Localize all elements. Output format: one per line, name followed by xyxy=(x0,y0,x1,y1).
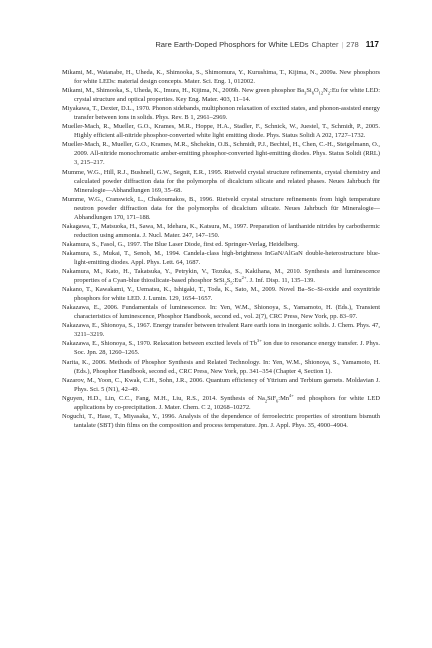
reference-text: Si xyxy=(306,87,312,95)
header-separator: | xyxy=(341,40,344,49)
reference-supscript: 4+ xyxy=(289,392,294,398)
reference-text: Mikami, M., Shimooka, S., Uheda, K., Imura, H., Kijima, N., 2009b. New green phosphor Ba xyxy=(62,87,305,95)
reference-entry xyxy=(62,86,380,104)
reference-entry xyxy=(62,240,380,249)
reference-list xyxy=(62,68,380,430)
reference-text: Mumme, W.G., Hill, R.J., Bushnell, G.W., Segnit, E.R., 1995. Rietveld crystal structure refinements, crystal chemistry and calculated powder diffraction data for the polymorphs of dicalcium silicate and related phases. Neues Jahrbuch für Mineralogie—Abhandlungen 169, 35–68. xyxy=(62,168,380,194)
reference-subscript: 6 xyxy=(276,397,279,403)
reference-text: S xyxy=(226,277,231,285)
chapter-number: 278 xyxy=(346,40,359,49)
reference-subscript: 3 xyxy=(304,90,307,96)
reference-text: Nakazawa, E., Shionoya, S., 1970. Relaxation between excited levels of Tb xyxy=(62,340,257,348)
reference-supscript: 2+ xyxy=(241,274,247,280)
reference-text: Nakamura, M., Kato, H., Takatsuka, Y., Petrykin, V., Tezuka, S., Kakihana, M., 2010. Synthesis and luminescence properties of a Cyan-blue thiosilicate-based phosphor SrSi xyxy=(62,268,380,285)
reference-entry xyxy=(62,339,380,357)
reference-text: Mumme, W.G., Cranswick, L., Chakoumakos, B., 1996. Rietveld crystal structure refinements from high temperature neutron powder diffraction data for the polymorphs of dicalcium silicate. Neues Jahrbuch für Mineralogie—Abhandlungen 170, 171–188. xyxy=(62,195,380,221)
reference-entry xyxy=(62,140,380,167)
reference-text: N xyxy=(323,87,328,95)
reference-entry xyxy=(62,68,380,86)
reference-subscript: 2 xyxy=(327,90,331,96)
chapter-label: Chapter xyxy=(311,40,339,49)
reference-entry xyxy=(62,321,380,339)
reference-entry xyxy=(62,104,380,122)
reference-text: Nakano, T., Kawakami, Y., Uematsu, K., Ishigaki, T., Toda, K., Sato, M., 2009. Novel Ba–Sc–Si-oxide and oxynitride phosphors for white LED. J. Lumin. 129, 1654–1657. xyxy=(62,286,380,303)
reference-text: O xyxy=(313,87,319,95)
reference-entry xyxy=(62,412,380,430)
reference-text: :Mn xyxy=(278,394,290,402)
reference-text: . J. Inf. Disp. 11, 135–139. xyxy=(246,277,315,285)
reference-text: Miyakawa, T., Dexter, D.L., 1970. Phonon sidebands, multiphonon relaxation of excited states, and phonon-assisted energy transfer between ions in solids. Phys. Rev. B 1, 2961–2969. xyxy=(62,105,380,122)
reference-entry xyxy=(62,222,380,240)
reference-subscript: 5 xyxy=(230,280,233,286)
reference-entry xyxy=(62,249,380,267)
reference-text: Mikami, M., Watanabe, H., Uheda, K., Shimooka, S., Shimomura, Y., Kurushima, T., Kijima, N., 2009a. New phosphors for white LEDs: material design concepts. Mater. Sci. Eng. 1, 012002. xyxy=(62,69,380,86)
reference-entry xyxy=(62,376,380,394)
reference-entry xyxy=(62,285,380,303)
reference-text: Nakamura, S., Mukai, T., Senoh, M., 1994. Candela-class high-brightness InGaN/AlGaN double-heterostructure blue-light-emitting diodes. Appl. Phys. Lett. 64, 1687. xyxy=(62,249,380,266)
reference-entry xyxy=(62,303,380,321)
reference-entry xyxy=(62,122,380,140)
reference-entry xyxy=(62,394,380,412)
running-header xyxy=(62,40,379,49)
reference-text: :Eu for white LED: crystal structure and optical properties. Key Eng. Mater. 403, 11–14. xyxy=(74,87,380,104)
reference-entry xyxy=(62,267,380,285)
reference-supscript: 3+ xyxy=(256,338,262,344)
reference-subscript: 6 xyxy=(311,90,314,96)
reference-text: :Eu xyxy=(232,277,242,285)
reference-subscript: 12 xyxy=(318,90,324,96)
page-number: 117 xyxy=(365,40,379,49)
reference-text: Mueller-Mach, R., Mueller, G.O., Krames, M.R., Hoppe, H.A., Stadler, F., Schnick, W., Juestel, T., Schmidt, P., 2005. Highly efficient all-nitride phosphor-converted white light emitting diode. Phys. Status Solidi A 202, 1727–1732. xyxy=(62,123,380,140)
reference-text: Nakamura, S., Fasol, G., 1997. The Blue Laser Diode, first ed. Springer-Verlag, Heidelberg. xyxy=(62,240,299,248)
reference-text: Nakazawa, E., 2006. Fundamentals of luminescence. In: Yen, W.M., Shionoya, S., Yamamoto, H. (Eds.), Transient characteristics of luminescence, Phosphor Handbook, second ed., vol. 2(7), CRC Press, New York, pp. 83–97. xyxy=(62,304,380,321)
running-title: Rare Earth-Doped Phosphors for White LEDs xyxy=(155,40,309,49)
reference-text: Nakagawa, T., Matsuoka, H., Sawa, M., Idehara, K., Katsura, M., 1997. Preparation of lanthanide nitrides by carbothermic reduction using ammonia. J. Nucl. Mater. 247, 147–150. xyxy=(62,222,380,239)
reference-subscript: 2 xyxy=(224,280,227,286)
reference-text: Nakazawa, E., Shionoya, S., 1967. Energy transfer between trivalent Rare earth ions in inorganic solids. J. Chem. Phys. 47, 3211–3219. xyxy=(62,322,380,339)
reference-text: Narita, K., 2006. Methods of Phosphor Synthesis and Related Technology. In: Yen, W.M., Shionoya, S., Yamamoto, H. (Eds.), Phosphor Handbook, second ed., CRC Press, New York, pp. 341–354 (Chapter 4, Section 1). xyxy=(62,358,380,375)
reference-text: Nazarov, M., Yoon, C., Kwak, C.H., Sohn, J.R., 2006. Quantum efficiency of Yttrium and Terbium garnets. Moldavian J. Phys. Sci. 5 (N1), 42–49. xyxy=(62,376,380,393)
reference-text: red phosphors for white LED applications by co-precipitation. J. Mater. Chem. C 2, 10268–10272. xyxy=(74,394,380,411)
reference-text: Mueller-Mach, R., Mueller, G.O., Krames, M.R., Shchekin, O.B., Schmidt, P.J., Bechtel, H., Chen, C.-H., Steigelmann, O., 2009. All-nitride monochromatic amber-emitting phosphor-converted light-emitting diodes. Phys. Status Solidi (RRL) 3, 215–217. xyxy=(62,141,380,167)
reference-text: Nguyen, H.D., Lin, C.C., Fang, M.H., Liu, R.S., 2014. Synthesis of Na xyxy=(62,394,265,402)
reference-text: Noguchi, T., Hase, T., Miyasaka, Y., 1996. Analysis of the dependence of ferroelectric properties of strontium bismuth tantalate (SBT) thin films on the composition and process temperature. Jpn. J. Appl. Phys. 35, 4900–4904. xyxy=(62,412,380,429)
reference-entry xyxy=(62,168,380,195)
reference-text: ion due to resonance energy transfer. J. Phys. Soc. Jpn. 28, 1260–1265. xyxy=(74,340,381,357)
reference-entry xyxy=(62,358,380,376)
reference-subscript: 2 xyxy=(264,397,268,403)
reference-text: SiF xyxy=(267,394,277,402)
reference-entry xyxy=(62,195,380,222)
